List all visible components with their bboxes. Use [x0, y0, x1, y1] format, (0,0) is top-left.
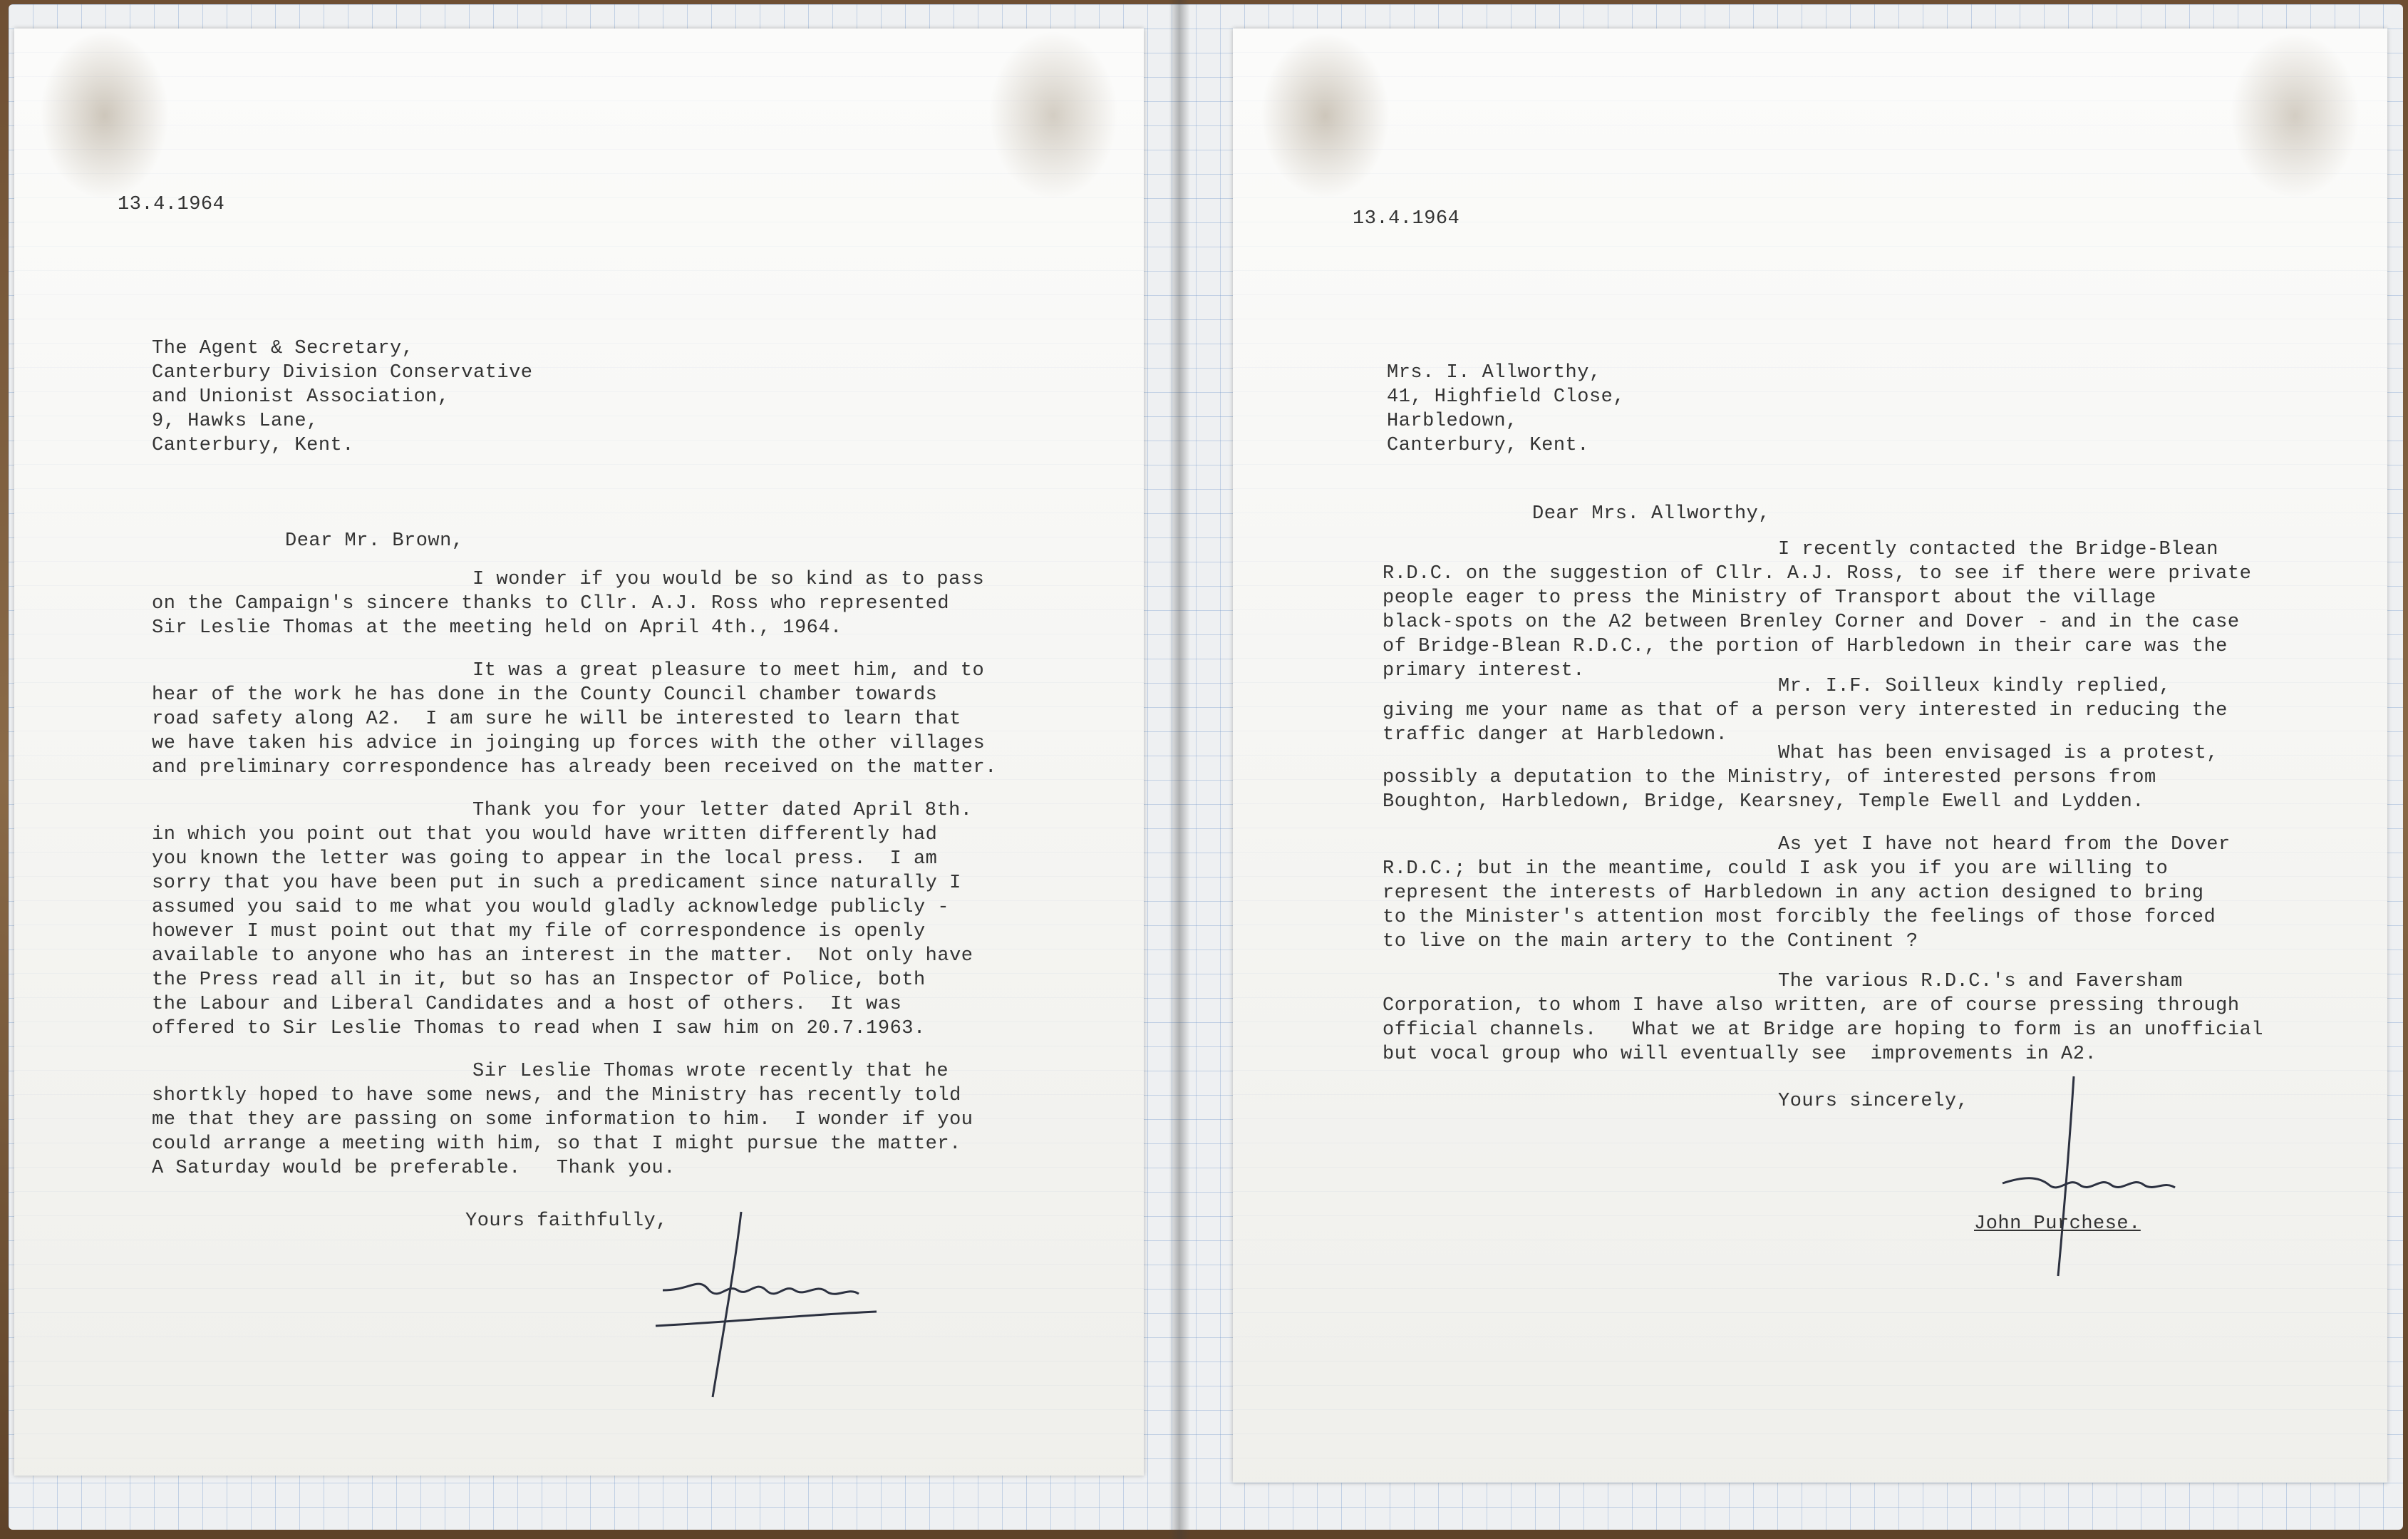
right-body-line: people eager to press the Ministry of Transport about the village — [1383, 587, 2156, 609]
left-closing: Yours faithfully, — [465, 1210, 668, 1232]
right-body-line: I recently contacted the Bridge-Blean — [1778, 539, 2218, 560]
left-body-line: It was a great pleasure to meet him, and to — [472, 660, 985, 681]
right-body-line: primary interest. — [1383, 660, 1585, 681]
left-body-line: A Saturday would be preferable. Thank you. — [152, 1158, 676, 1179]
left-body-line: shortkly hoped to have some news, and the Ministry has recently told — [152, 1085, 961, 1106]
right-address-line: Harbledown, — [1387, 411, 1518, 432]
right-body-line: As yet I have not heard from the Dover — [1778, 834, 2231, 855]
right-salutation: Dear Mrs. Allworthy, — [1532, 503, 1771, 525]
left-body-line: Sir Leslie Thomas wrote recently that he — [472, 1061, 949, 1082]
left-body-line: in which you point out that you would have written differently had — [152, 824, 938, 845]
left-body-line: we have taken his advice in joinging up forces with the other villages — [152, 733, 986, 754]
left-address-line: Canterbury Division Conservative — [152, 362, 533, 384]
left-body-line: on the Campaign's sincere thanks to Cllr. A.J. Ross who represented — [152, 593, 950, 614]
right-body-line: possibly a deputation to the Ministry, of interested persons from — [1383, 767, 2156, 788]
left-body-line: the Press read all in it, but so has an Inspector of Police, both — [152, 969, 926, 991]
left-body-line: offered to Sir Leslie Thomas to read when I saw him on 20.7.1963. — [152, 1018, 926, 1039]
right-body-line: Mr. I.F. Soilleux kindly replied, — [1778, 676, 2171, 697]
left-body-line: me that they are passing on some information to him. I wonder if you — [152, 1109, 973, 1131]
notebook-spine — [1169, 0, 1190, 1539]
left-handwritten-signature — [641, 1183, 912, 1411]
left-address-line: Canterbury, Kent. — [152, 435, 354, 456]
left-address-line: and Unionist Association, — [152, 386, 450, 408]
right-signatory-name: John Purchese. — [1974, 1213, 2141, 1235]
right-body-line: represent the interests of Harbledown in any action designed to bring — [1383, 882, 2204, 904]
right-address-line: Canterbury, Kent. — [1387, 435, 1589, 456]
left-body-line: the Labour and Liberal Candidates and a host of others. It was — [152, 994, 902, 1015]
right-body-line: but vocal group who will eventually see improvements in A2. — [1383, 1044, 2097, 1065]
right-body-line: R.D.C.; but in the meantime, could I ask you if you are willing to — [1383, 858, 2169, 880]
right-body-line: giving me your name as that of a person very interested in reducing the — [1383, 700, 2228, 721]
right-address-line: Mrs. I. Allworthy, — [1387, 362, 1601, 384]
right-body-line: The various R.D.C.'s and Faversham — [1778, 971, 2183, 992]
right-body-line: What has been envisaged is a protest, — [1778, 743, 2218, 764]
left-body-line: I wonder if you would be so kind as to pass — [472, 569, 985, 590]
right-body-line: traffic danger at Harbledown. — [1383, 724, 1728, 746]
left-address-line: 9, Hawks Lane, — [152, 411, 319, 432]
left-letter-page — [14, 29, 1144, 1476]
left-address-line: The Agent & Secretary, — [152, 338, 414, 359]
right-address-line: 41, Highfield Close, — [1387, 386, 1626, 408]
left-body-line: sorry that you have been put in such a predicament since naturally I — [152, 873, 961, 894]
right-closing: Yours sincerely, — [1778, 1091, 1969, 1112]
right-body-line: to the Minister's attention most forcibly the feelings of those forced — [1383, 907, 2216, 928]
right-body-line: of Bridge-Blean R.D.C., the portion of Harbledown in their care was the — [1383, 636, 2228, 657]
left-body-line: available to anyone who has an interest in the matter. Not only have — [152, 945, 973, 967]
left-date: 13.4.1964 — [118, 194, 225, 215]
left-body-line: Thank you for your letter dated April 8th. — [472, 800, 973, 821]
left-body-line: and preliminary correspondence has already been received on the matter. — [152, 757, 997, 778]
right-handwritten-signature — [1974, 1069, 2202, 1283]
left-body-line: hear of the work he has done in the County Council chamber towards — [152, 684, 938, 706]
right-body-line: official channels. What we at Bridge are hoping to form is an unofficial — [1383, 1019, 2263, 1041]
left-body-line: however I must point out that my file of correspondence is openly — [152, 921, 926, 942]
left-body-line: you known the letter was going to appear in the local press. I am — [152, 848, 938, 870]
right-body-line: Boughton, Harbledown, Bridge, Kearsney, Temple Ewell and Lydden. — [1383, 791, 2144, 813]
right-letter-page — [1233, 29, 2387, 1483]
right-date: 13.4.1964 — [1353, 208, 1460, 230]
left-body-line: road safety along A2. I am sure he will be interested to learn that — [152, 709, 961, 730]
left-body-line: assumed you said to me what you would gladly acknowledge publicly - — [152, 897, 950, 918]
right-body-line: to live on the main artery to the Continent ? — [1383, 931, 1918, 952]
right-body-line: black-spots on the A2 between Brenley Corner and Dover - and in the case — [1383, 612, 2240, 633]
right-body-line: R.D.C. on the suggestion of Cllr. A.J. Ross, to see if there were private — [1383, 563, 2252, 585]
left-body-line: could arrange a meeting with him, so that I might pursue the matter. — [152, 1133, 961, 1155]
left-body-line: Sir Leslie Thomas at the meeting held on April 4th., 1964. — [152, 617, 842, 639]
left-salutation: Dear Mr. Brown, — [285, 530, 464, 552]
right-body-line: Corporation, to whom I have also written, are of course pressing through — [1383, 995, 2240, 1016]
